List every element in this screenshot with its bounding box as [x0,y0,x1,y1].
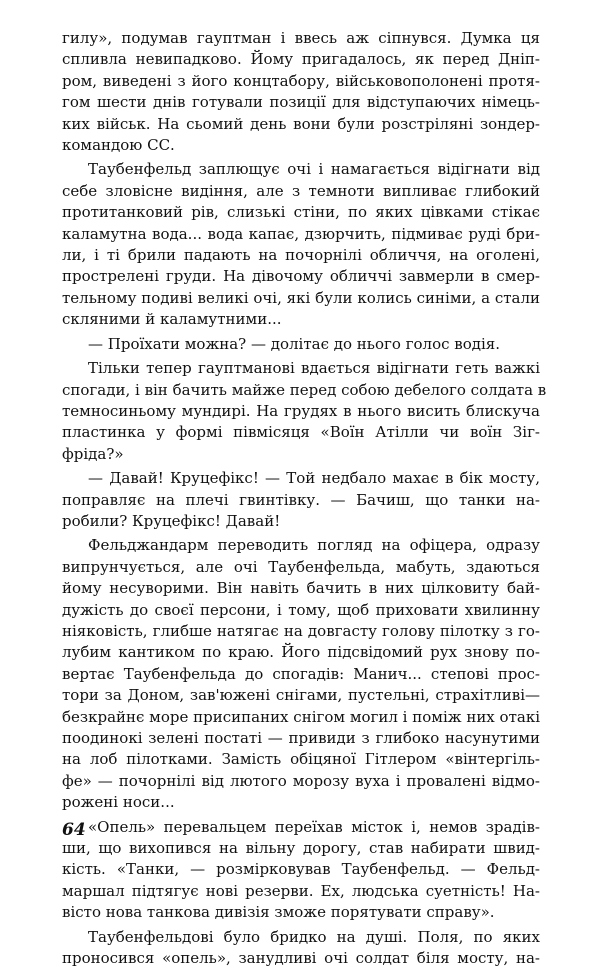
text-line: Таубенфельд заплющує очі і намагається відігнати від [88,160,540,179]
text-line: ких військ. На сьомий день вони були розстріляні зондер- [62,114,540,133]
text-line: дужість до своєї персони, і тому, щоб приховати хвилинну [62,600,540,619]
text-line: на лоб пілотками. Замість обіцяної Гітлером «вінтергіль- [62,750,540,769]
text-line: командою СС. [62,136,175,155]
text-line: ли, і ті брили падають на почорнілі обличчя, на оголені, [62,246,540,265]
page-text [62,28,547,969]
text-line: випрунчується, але очі Таубенфельда, мабуть, здаються [62,557,540,576]
text-line: темносиньому мундирі. На грудях в нього висить блискуча [62,401,540,420]
text-line: йому несуворими. Він навіть бачить в них цілковиту бай- [62,579,540,598]
paragraph [62,159,540,330]
text-line: поодинокі зелені постаті — привиди з глибоко насунутими [62,729,540,747]
text-line: гом шести днів готували позиції для відступаючих німець- [62,93,540,112]
text-line: маршал підтягує нові резерви. Ех, людська суетність! На- [62,881,540,900]
text-line: поправляє на плечі гвинтівку. — Бачиш, що танки на- [62,490,540,509]
text-line: — Проїхати можна? — долітає до нього голос водія. [88,334,501,353]
text-line: гилу», подумав гауптман і ввесь аж сіпнувся. Думка ця [62,29,540,47]
text-line: ром, виведені з його концтабору, військовополонені протя- [62,71,540,90]
text-line: тори за Доном, зав'южені снігами, пустельні, страхітливі— [62,686,540,705]
text-line: фе» — почорнілі від лютого морозу вуха і провалені відмо- [62,771,540,790]
text-line: ніяковість, глибше натягає на довгасту голову пілотку з го- [62,621,540,640]
paragraph [62,817,540,924]
text-line: проносився «опель», занудливі очі солдат біля мосту, на- [62,949,540,968]
text-line: Таубенфельдові було бридко на душі. Поля, по яких [88,927,540,946]
text-line: фріда?» [62,444,124,463]
text-line: каламутна вода... вода капає, дзюрчить, підмиває руді бри- [62,224,540,243]
text-line: тельному подиві великі очі, які були колись синіми, а стали [62,288,540,307]
text-line: спливла невипадково. Йому пригадалось, як перед Дніп- [62,50,540,69]
paragraph [62,535,540,813]
text-line: вісто нова танкова дивізія зможе порятувати справу». [62,903,495,922]
paragraph [62,358,547,465]
text-line: спогади, і він бачить майже перед собою дебелого солдата в [62,380,547,399]
text-line: робили? Круцефікс! Давай! [62,511,281,530]
text-line: Фельджандарм переводить погляд на офіцера, одразу [88,536,540,555]
text-line: Тільки тепер гауптманові вдається відігнати геть важкі [88,359,540,378]
text-line: протитанковий рів, слизькі стіни, по яких цівками стікає [62,203,540,222]
text-line: лубим кантиком по краю. Його підсвідомий рух знову по- [62,643,540,662]
page-number: 64 [62,820,86,840]
paragraph [62,927,540,969]
text-line: себе зловісне видіння, але з темноти випливає глибокий [62,181,540,200]
text-line: вертає Таубенфельда до спогадів: Манич... степові прос- [62,664,540,683]
text-line: пластинка у формі півмісяця «Воїн Атілли чи воїн Зіг- [62,423,540,442]
text-line: прострелені груди. На дівочому обличчі завмерли в смер- [62,267,540,286]
text-line: ши, що вихопився на вільну дорогу, став набирати швид- [62,839,540,858]
text-line: кість. «Танки, — розмірковував Таубенфельд. — Фельд- [62,860,540,879]
text-line: рожені носи... [62,793,175,812]
text-line: — Давай! Круцефікс! — Той недбало махає в бік мосту, [88,469,540,488]
paragraph [62,468,540,532]
paragraph [62,334,540,355]
text-line: скляними й каламутними... [62,310,282,329]
text-line: безкрайнє море присипаних снігом могил і поміж них отакі [62,707,540,726]
text-line: «Опель» перевальцем переїхав місток і, немов зрадів- [88,817,540,836]
paragraph [62,28,540,156]
